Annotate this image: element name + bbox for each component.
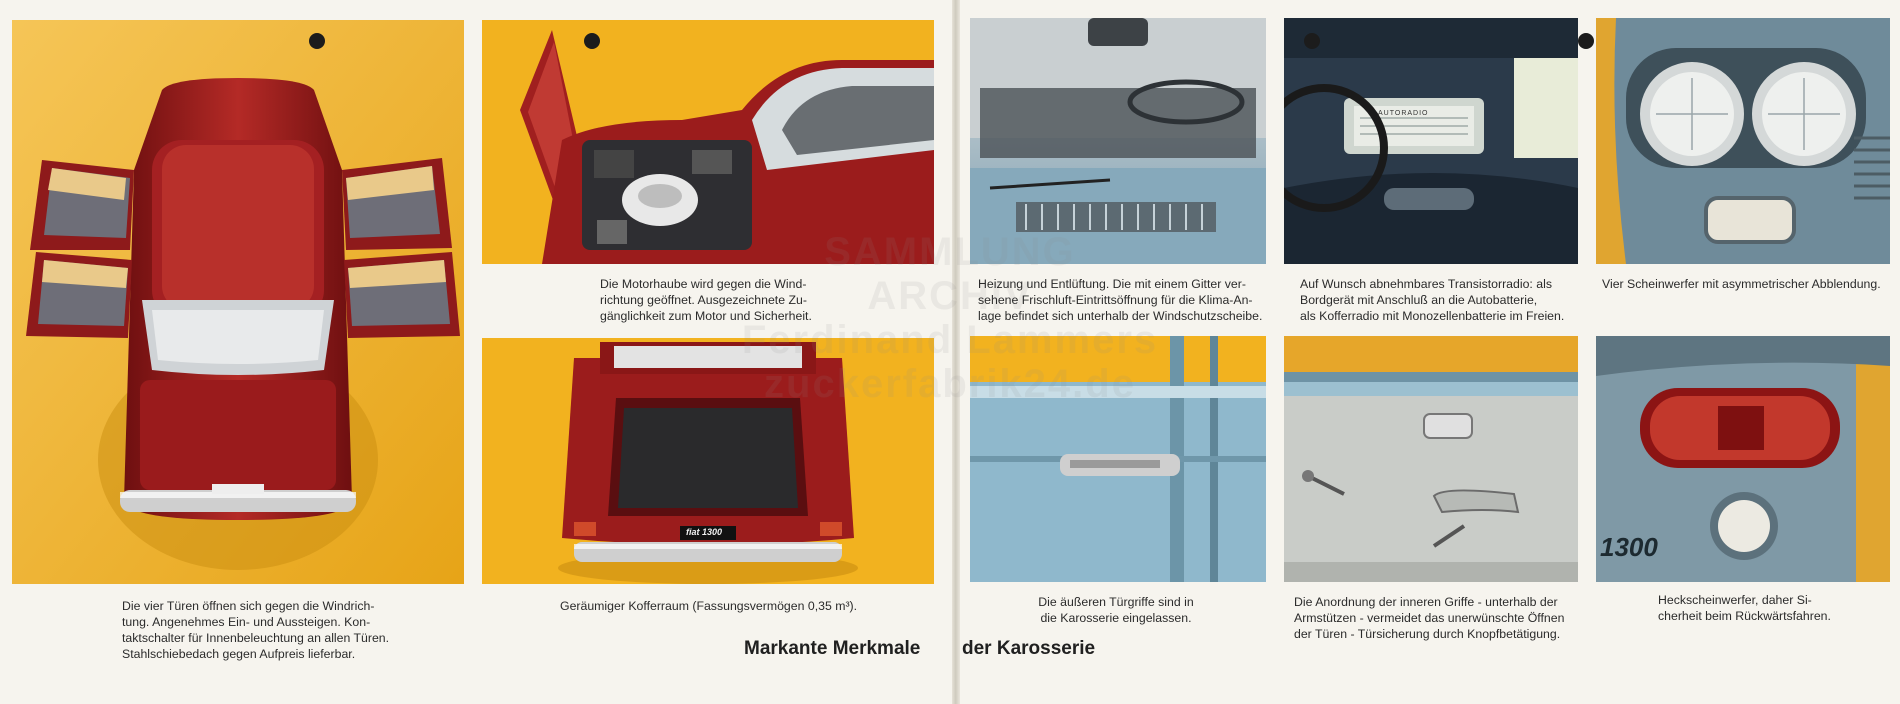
photo-open-hood <box>482 20 934 264</box>
caption-inner-handles: Die Anordnung der inneren Griffe - unterhalb der Armstützen - vermeidet das unerwünschte Öffnen der Türen - Türsicherung durch Knopfbetätigung. <box>1294 595 1565 641</box>
caption-trunk: Geräumiger Kofferraum (Fassungsvermögen 0,35 m³). <box>560 599 858 613</box>
caption-hood: Die Motorhaube wird gegen die Wind- richtung geöffnet. Ausgezeichnete Zu- gänglichkeit zum Motor und Sicherheit. <box>600 277 812 323</box>
photo-fresh-air-vent <box>970 18 1266 264</box>
caption-headlights: Vier Scheinwerfer mit asymmetrischer Abblendung. <box>1602 277 1881 291</box>
caption-reverse-light: Heckscheinwerfer, daher Si- cherheit beim Rückwärtsfahren. <box>1658 593 1831 623</box>
headline-left: Markante Merkmale <box>744 638 921 659</box>
punch-hole <box>584 33 600 49</box>
archive-watermark: SAMMLUNG ARCHIV Ferdinand Lammers zuckerfabrik24.de <box>741 230 1159 406</box>
punch-hole <box>1304 33 1320 49</box>
photo-inner-door-handles <box>1284 336 1578 582</box>
caption-vent: Heizung und Entlüftung. Die mit einem Gitter ver- sehene Frischluft-Eintrittsöffnung für die Klima-An- lage befindet sich unterhalb der Windschutzscheibe. <box>978 277 1263 323</box>
photo-reverse-light <box>1596 336 1890 582</box>
caption-outer-handles: Die äußeren Türgriffe sind in die Karosserie eingelassen. <box>1038 595 1194 625</box>
photo-four-headlights <box>1596 18 1890 264</box>
rear-model-badge: 1300 <box>1600 532 1658 562</box>
caption-doors: Die vier Türen öffnen sich gegen die Windrich- tung. Angenehmes Ein- und Aussteigen. Kon- taktschalter für Innenbeleuchtung an allen Türen. Stahlschiebedach gegen Aufpreis lieferbar. <box>122 599 390 661</box>
photo-car-doors-open <box>12 20 464 584</box>
punch-hole <box>309 33 325 49</box>
badge-fiat-top: fiat 1300 <box>216 485 253 495</box>
badge-fiat-trunk: fiat 1300 <box>686 527 723 537</box>
punch-hole <box>1578 33 1594 49</box>
headline-right: der Karosserie <box>962 638 1096 659</box>
photo-transistor-radio <box>1284 18 1578 264</box>
caption-radio: Auf Wunsch abnehmbares Transistorradio: als Bordgerät mit Anschluß an die Autobatterie, als Kofferradio mit Monozellenbatterie im Freien. <box>1300 277 1565 323</box>
radio-brand-label: AUTORADIO <box>1378 110 1429 117</box>
